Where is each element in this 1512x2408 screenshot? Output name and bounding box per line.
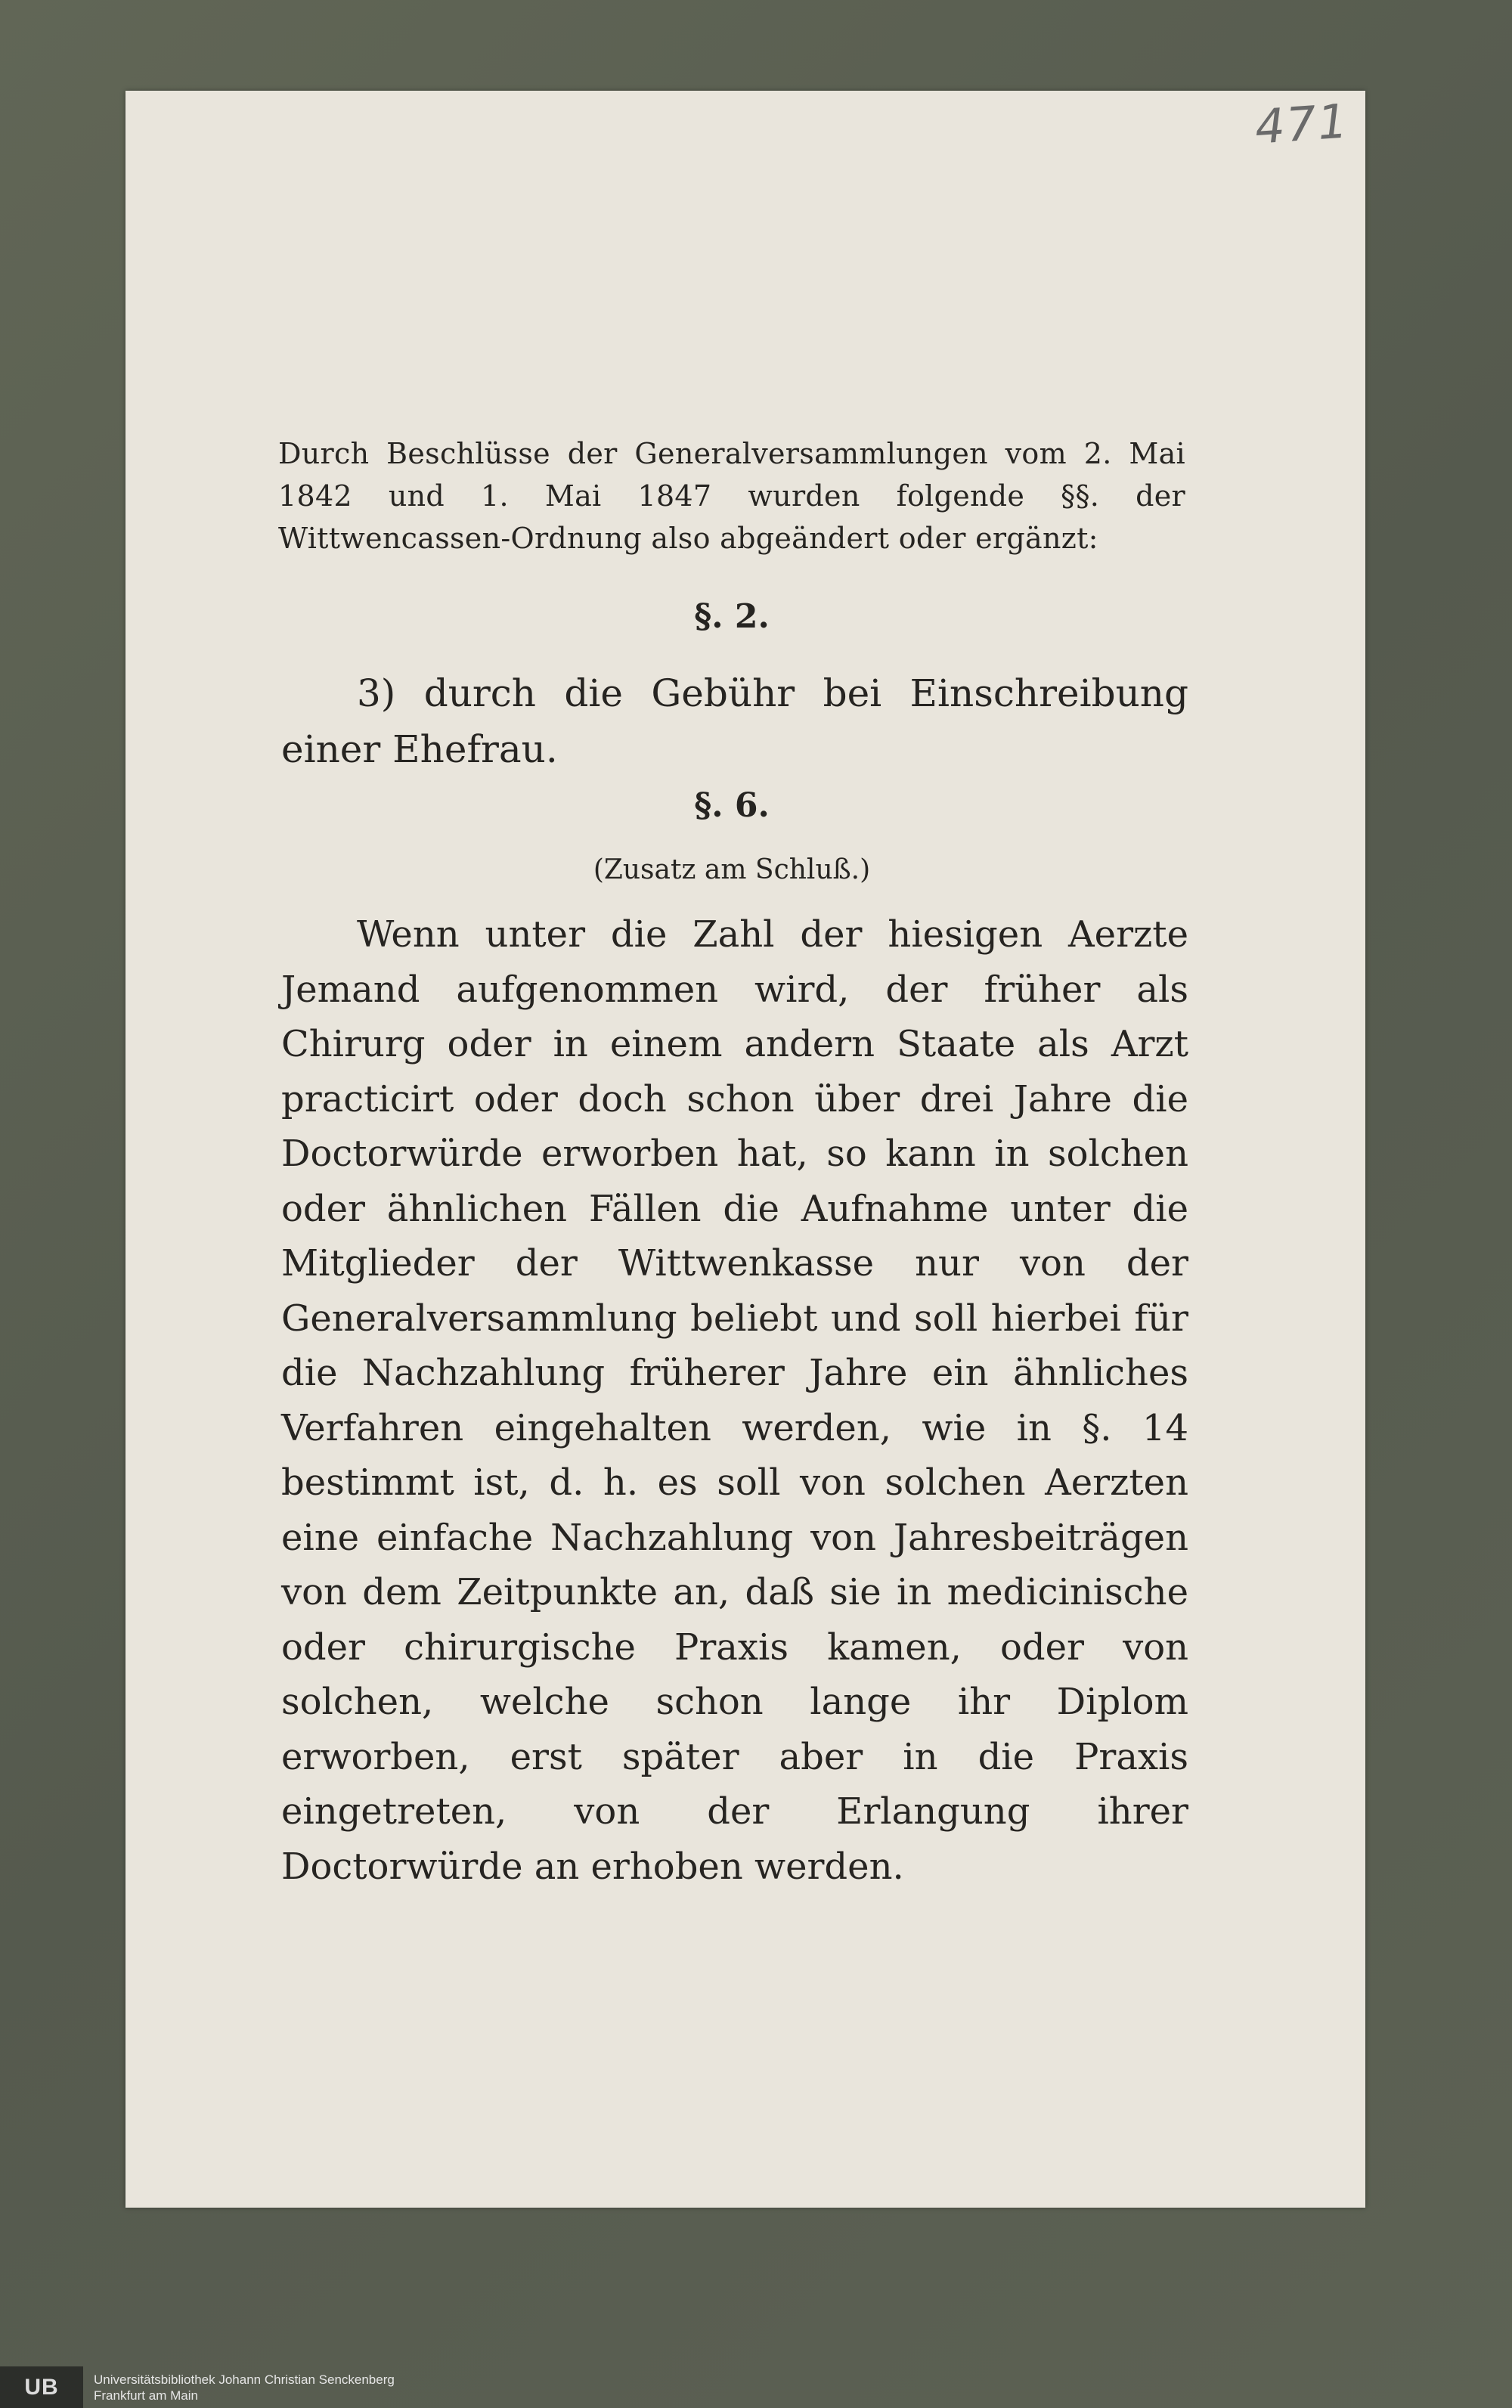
institution-line-2: Frankfurt am Main — [94, 2388, 198, 2403]
section-6-addition-note: (Zusatz am Schluß.) — [593, 854, 871, 885]
section-6-heading: §. 6. — [694, 786, 770, 825]
intro-paragraph: Durch Beschlüsse der Generalversammlungen vom 2. Mai 1842 und 1. Mai 1847 wurden folgende §§. der Wittwencassen-Ordnung also abgeändert oder ergänzt: — [278, 437, 1185, 555]
library-footer — [0, 2366, 469, 2408]
section-6-body: Wenn unter die Zahl der hiesigen Aerzte Jemand aufgenommen wird, der früher als Chirurg oder in einem andern Staate als Arzt practicirt oder doch schon über drei Jahre die Doctorwürde erworben hat, so kann in solchen oder ähnlichen Fällen die Aufnahme unter die Mitglieder der Wittwenkasse nur von der Generalversammlung beliebt und soll hierbei für die Nachzahlung früherer Jahre ein ähnliches Verfahren eingehalten werden, wie in §. 14 bestimmt ist, d. h. es soll von solchen Aerzten eine einfache Nachzahlung von Jahresbeiträgen von dem Zeitpunkte an, daß sie in medicinische oder chirurgische Praxis kamen, oder von solchen, welche schon lange ihr Diplom erworben, erst später aber in die Praxis eingetreten, von der Erlangung ihrer Doctorwürde an erhoben werden. — [281, 913, 1188, 1888]
institution-name — [94, 2372, 395, 2403]
institution-line-1: Universitätsbibliothek Johann Christian Senckenberg — [94, 2372, 395, 2387]
section-2-heading: §. 2. — [694, 597, 770, 636]
ub-logo: UB — [0, 2366, 83, 2408]
section-2-clause: 3) durch die Gebühr bei Einschreibung einer Ehefrau. — [281, 671, 1188, 771]
folio-number: 471 — [1253, 93, 1351, 155]
